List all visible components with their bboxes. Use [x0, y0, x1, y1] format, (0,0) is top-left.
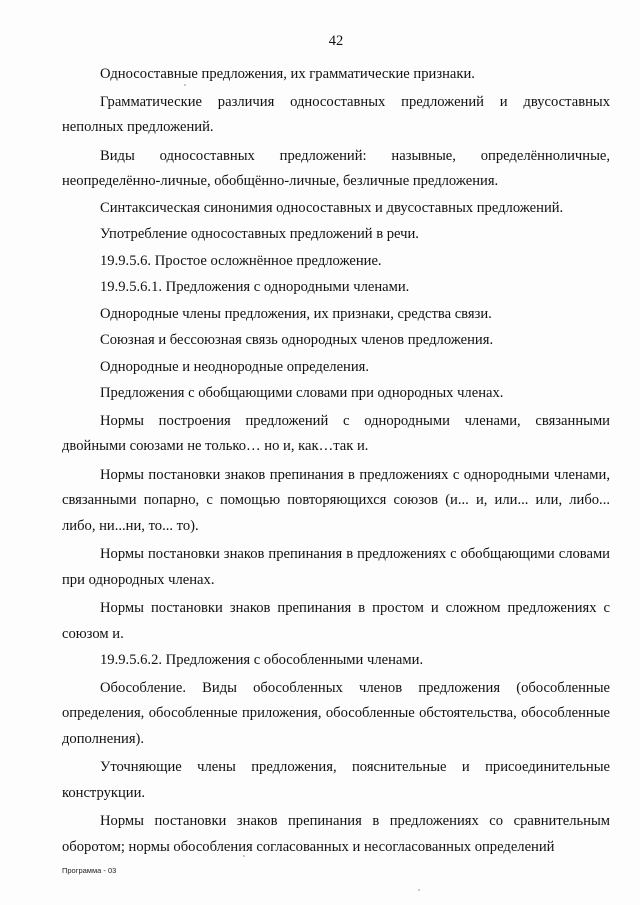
- scan-speck: [243, 855, 245, 857]
- paragraph: Нормы постановки знаков препинания в предложениях со сравнительным оборотом; нормы обособления согласованных и несогласованных определений: [62, 813, 610, 855]
- paragraph: Однородные члены предложения, их признаки, средства связи.: [100, 305, 492, 322]
- scan-speck: [184, 84, 186, 86]
- section-heading: 19.9.5.6. Простое осложнённое предложение.: [100, 252, 382, 269]
- section-heading: 19.9.5.6.2. Предложения с обособленными членами.: [100, 652, 424, 668]
- paragraph: Нормы постановки знаков препинания в предложениях с обобщающими словами при однородных членах.: [62, 546, 610, 588]
- paragraph: Предложения с обобщающими словами при однородных членах.: [100, 385, 504, 401]
- paragraph: Употребление односоставных предложений в речи.: [100, 226, 419, 242]
- section-heading: 19.9.5.6.1. Предложения с однородными членами.: [100, 279, 410, 295]
- paragraph: Однородные и неоднородные определения.: [100, 358, 370, 375]
- page-number: 42: [328, 33, 344, 49]
- paragraph: Нормы построения предложений с однородными членами, связанными двойными союзами не только… но и, как…так и.: [62, 412, 610, 454]
- paragraph: Односоставные предложения, их грамматические признаки.: [100, 66, 475, 82]
- body-text: [62, 62, 610, 860]
- paragraph: Обособление. Виды обособленных членов предложения (обособленные определения, обособленные приложения, обособленные обстоятельства, обособленные дополнения).: [62, 679, 610, 747]
- paragraph: Нормы постановки знаков препинания в простом и сложном предложениях с союзом и.: [62, 600, 610, 642]
- paragraph: Грамматические различия односоставных предложений и двусоставных неполных предложений.: [62, 93, 610, 135]
- footer-label: Программа - 03: [62, 866, 117, 875]
- paragraph: Нормы постановки знаков препинания в предложениях с однородными членами, связанными попарно, с помощью повторяющихся союзов (и... и, или... или, либо... либо, ни...ни, то... то).: [62, 466, 610, 534]
- paragraph: Синтаксическая синонимия односоставных и двусоставных предложений.: [100, 199, 564, 216]
- scan-speck: [418, 889, 420, 891]
- paragraph: Виды односоставных предложений: назывные, определённоличные, неопределённо-личные, обобщённо-личные, безличные предложения.: [62, 147, 610, 189]
- paragraph: Уточняющие члены предложения, пояснительные и присоединительные конструкции.: [62, 759, 610, 801]
- paragraph: Союзная и бессоюзная связь однородных членов предложения.: [100, 332, 494, 348]
